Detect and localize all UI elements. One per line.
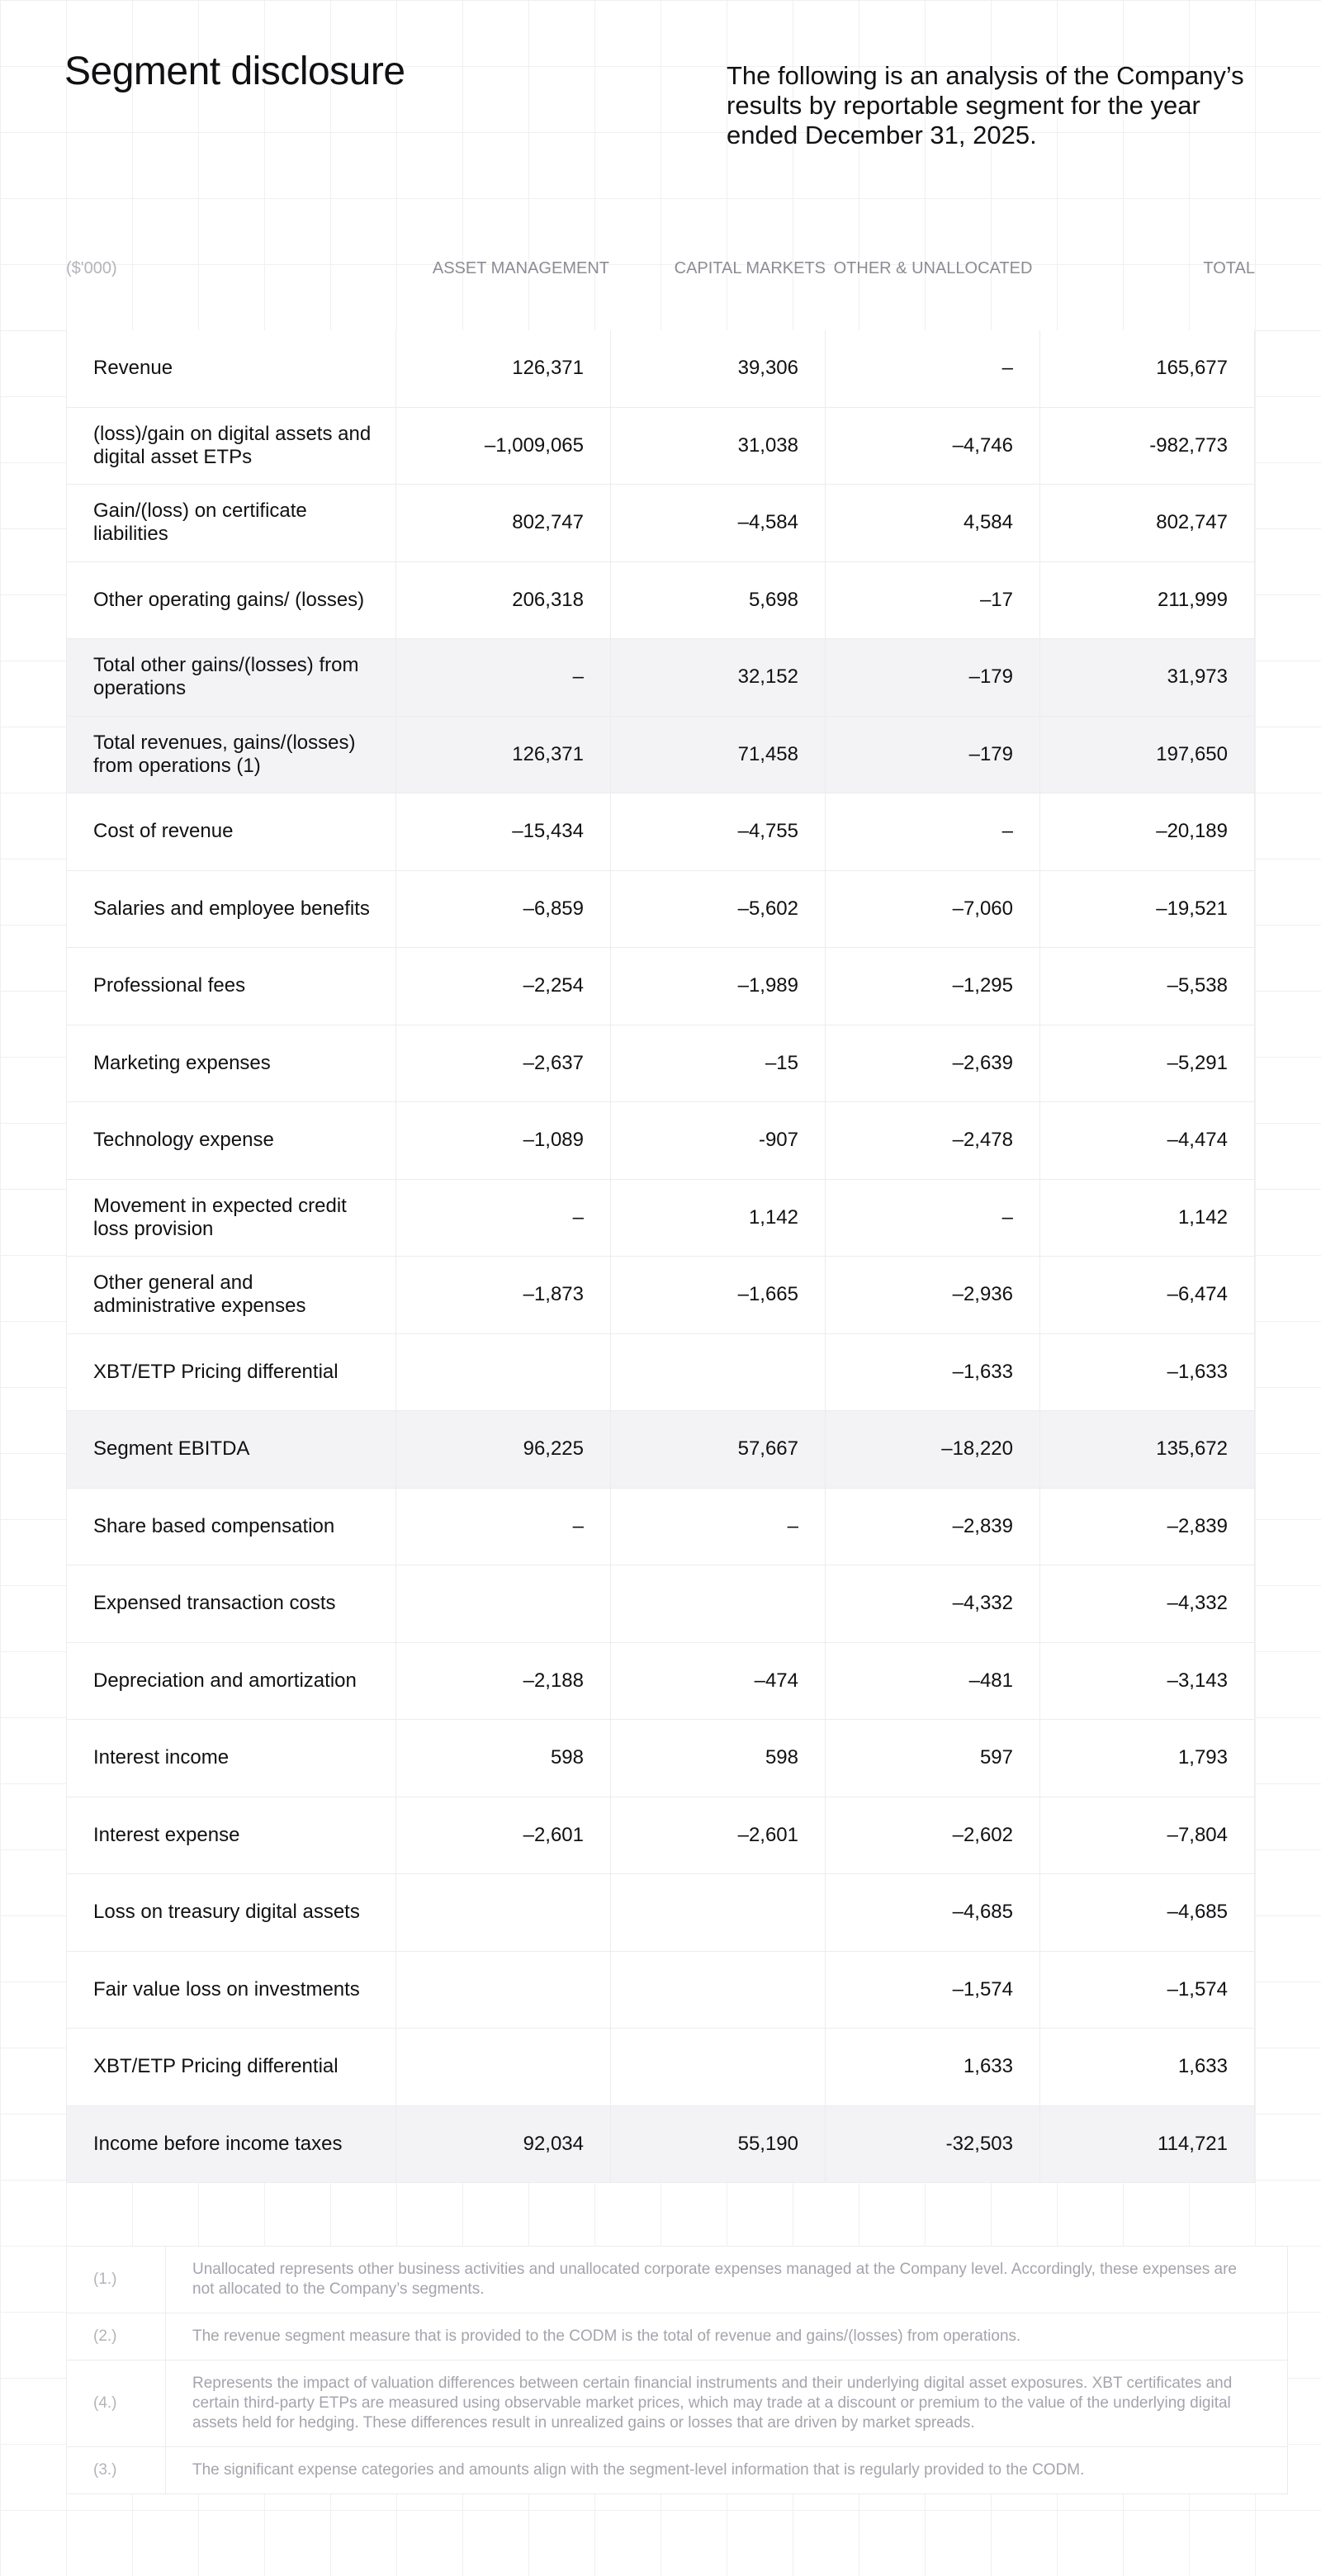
table-row	[66, 562, 1255, 640]
total-value: –5,291	[1040, 1025, 1255, 1102]
capital-markets-value: –15	[611, 1025, 826, 1102]
table-row	[66, 485, 1255, 562]
asset-management-value: 206,318	[396, 562, 611, 639]
asset-management-value: –6,859	[396, 871, 611, 948]
row-label: Depreciation and amortization	[66, 1643, 396, 1720]
row-label: Total other gains/(losses) from operations	[66, 639, 396, 716]
asset-management-value: –	[396, 1489, 611, 1565]
table-row	[66, 1874, 1255, 1952]
capital-markets-value: –	[611, 1489, 826, 1565]
capital-markets-value: 1,142	[611, 1180, 826, 1257]
row-label: Marketing expenses	[66, 1025, 396, 1102]
other-unallocated-value: –2,936	[826, 1257, 1040, 1333]
row-label: Expensed transaction costs	[66, 1565, 396, 1642]
row-label: XBT/ETP Pricing differential	[66, 2029, 396, 2105]
capital-markets-value: –4,755	[611, 793, 826, 870]
asset-management-value: –	[396, 639, 611, 716]
total-value: –1,574	[1040, 1952, 1255, 2029]
footnote	[66, 2247, 1288, 2313]
row-label: Total revenues, gains/(losses) from operations (1)	[66, 717, 396, 793]
table-row	[66, 1102, 1255, 1180]
row-label: Income before income taxes	[66, 2106, 396, 2183]
capital-markets-value: 71,458	[611, 717, 826, 793]
row-label: Interest income	[66, 1720, 396, 1797]
unit-label: ($'000)	[66, 259, 117, 277]
other-unallocated-value: –2,478	[826, 1102, 1040, 1179]
other-unallocated-value: –17	[826, 562, 1040, 639]
column-header-capital-markets: CAPITAL MARKETS	[674, 259, 826, 277]
row-label: Cost of revenue	[66, 793, 396, 870]
total-value: –4,474	[1040, 1102, 1255, 1179]
column-header-other-unallocated: OTHER & UNALLOCATED	[833, 259, 1033, 277]
footnote	[66, 2313, 1288, 2361]
total-value: –1,633	[1040, 1334, 1255, 1411]
other-unallocated-value: –4,746	[826, 408, 1040, 485]
table-row	[66, 1257, 1255, 1334]
capital-markets-value	[611, 2029, 826, 2105]
footnote-number: (2.)	[67, 2313, 166, 2360]
total-value: -982,773	[1040, 408, 1255, 485]
table-row	[66, 1797, 1255, 1875]
other-unallocated-value: –7,060	[826, 871, 1040, 948]
asset-management-value: –1,089	[396, 1102, 611, 1179]
table-row	[66, 717, 1255, 794]
capital-markets-value: –1,665	[611, 1257, 826, 1333]
total-value: 211,999	[1040, 562, 1255, 639]
row-label: Fair value loss on investments	[66, 1952, 396, 2029]
footnote-text: Represents the impact of valuation differences between certain financial instruments and their underlying digital asset exposures. XBT certificates and certain third-party ETPs are measured using observable market prices, which may trade at a discount or premium to the value of the underlying digital assets held for hedging. These differences result in unrealized gains or losses that are driven by market spreads.	[192, 2375, 1233, 2432]
total-value: –4,685	[1040, 1874, 1255, 1951]
total-value: –3,143	[1040, 1643, 1255, 1720]
intro-text: The following is an analysis of the Company’s results by reportable segment for the year ended December 31, 2025.	[727, 61, 1244, 149]
total-value: –7,804	[1040, 1797, 1255, 1874]
asset-management-value: 598	[396, 1720, 611, 1797]
total-value: 1,142	[1040, 1180, 1255, 1257]
table-row	[66, 1411, 1255, 1489]
capital-markets-value: –1,989	[611, 948, 826, 1025]
capital-markets-value: 31,038	[611, 408, 826, 485]
total-value: –4,332	[1040, 1565, 1255, 1642]
capital-markets-value: -907	[611, 1102, 826, 1179]
footnote	[66, 2447, 1288, 2494]
asset-management-value	[396, 1874, 611, 1951]
asset-management-value: –15,434	[396, 793, 611, 870]
asset-management-value	[396, 1952, 611, 2029]
other-unallocated-value: –	[826, 1180, 1040, 1257]
total-value: 1,793	[1040, 1720, 1255, 1797]
asset-management-value	[396, 1334, 611, 1411]
total-value: 114,721	[1040, 2106, 1255, 2183]
asset-management-value: 802,747	[396, 485, 611, 561]
column-header-total: TOTAL	[1203, 259, 1255, 277]
other-unallocated-value: –18,220	[826, 1411, 1040, 1488]
row-label: Share based compensation	[66, 1489, 396, 1565]
other-unallocated-value: –	[826, 793, 1040, 870]
row-label: Loss on treasury digital assets	[66, 1874, 396, 1951]
capital-markets-value: –474	[611, 1643, 826, 1720]
table-row	[66, 639, 1255, 717]
table-row	[66, 1565, 1255, 1643]
other-unallocated-value: –1,633	[826, 1334, 1040, 1411]
asset-management-value: –2,601	[396, 1797, 611, 1874]
table-row	[66, 1489, 1255, 1566]
other-unallocated-value: –4,685	[826, 1874, 1040, 1951]
page-title: Segment disclosure	[64, 50, 405, 93]
footnote-text: The significant expense categories and amounts align with the segment-level information that is regularly provided to the CODM.	[192, 2461, 1085, 2479]
capital-markets-value: 32,152	[611, 639, 826, 716]
capital-markets-value: 57,667	[611, 1411, 826, 1488]
table-row	[66, 330, 1255, 408]
table-header	[66, 248, 1255, 289]
other-unallocated-value: –481	[826, 1643, 1040, 1720]
capital-markets-value	[611, 1334, 826, 1411]
other-unallocated-value: –1,574	[826, 1952, 1040, 2029]
footnote-number: (1.)	[67, 2247, 166, 2313]
row-label: Gain/(loss) on certificate liabilities	[66, 485, 396, 561]
asset-management-value: 92,034	[396, 2106, 611, 2183]
capital-markets-value: –4,584	[611, 485, 826, 561]
other-unallocated-value: –179	[826, 639, 1040, 716]
row-label: Segment EBITDA	[66, 1411, 396, 1488]
asset-management-value	[396, 2029, 611, 2105]
segment-table	[66, 330, 1255, 2183]
row-label: Interest expense	[66, 1797, 396, 1874]
other-unallocated-value: –2,839	[826, 1489, 1040, 1565]
row-label: Other operating gains/ (losses)	[66, 562, 396, 639]
other-unallocated-value: –2,639	[826, 1025, 1040, 1102]
row-label: Salaries and employee benefits	[66, 871, 396, 948]
total-value: 31,973	[1040, 639, 1255, 716]
row-label: Professional fees	[66, 948, 396, 1025]
row-label: Revenue	[66, 330, 396, 407]
other-unallocated-value: -32,503	[826, 2106, 1040, 2183]
capital-markets-value	[611, 1952, 826, 2029]
footnote-number: (4.)	[67, 2361, 166, 2446]
asset-management-value: 126,371	[396, 330, 611, 407]
other-unallocated-value: –2,602	[826, 1797, 1040, 1874]
asset-management-value: 96,225	[396, 1411, 611, 1488]
total-value: 802,747	[1040, 485, 1255, 561]
table-row	[66, 2029, 1255, 2106]
other-unallocated-value: –	[826, 330, 1040, 407]
footnote-number: (3.)	[67, 2447, 166, 2493]
table-row	[66, 408, 1255, 485]
other-unallocated-value: –179	[826, 717, 1040, 793]
capital-markets-value: 5,698	[611, 562, 826, 639]
row-label: XBT/ETP Pricing differential	[66, 1334, 396, 1411]
total-value: –5,538	[1040, 948, 1255, 1025]
table-row	[66, 948, 1255, 1025]
total-value: 135,672	[1040, 1411, 1255, 1488]
row-label: Technology expense	[66, 1102, 396, 1179]
footnotes	[66, 2246, 1288, 2494]
asset-management-value: –1,009,065	[396, 408, 611, 485]
table-row	[66, 793, 1255, 871]
table-row	[66, 1025, 1255, 1103]
table-row	[66, 1952, 1255, 2029]
total-value: –6,474	[1040, 1257, 1255, 1333]
table-row	[66, 871, 1255, 949]
total-value: –20,189	[1040, 793, 1255, 870]
row-label: Movement in expected credit loss provision	[66, 1180, 396, 1257]
asset-management-value: –2,637	[396, 1025, 611, 1102]
footnote	[66, 2361, 1288, 2447]
table-row	[66, 1720, 1255, 1797]
capital-markets-value: 39,306	[611, 330, 826, 407]
table-row	[66, 2106, 1255, 2184]
row-label: Other general and administrative expenses	[66, 1257, 396, 1333]
table-row	[66, 1180, 1255, 1257]
asset-management-value: –2,254	[396, 948, 611, 1025]
asset-management-value	[396, 1565, 611, 1642]
capital-markets-value: –2,601	[611, 1797, 826, 1874]
total-value: –19,521	[1040, 871, 1255, 948]
other-unallocated-value: 4,584	[826, 485, 1040, 561]
capital-markets-value: 598	[611, 1720, 826, 1797]
table-row	[66, 1643, 1255, 1721]
capital-markets-value	[611, 1565, 826, 1642]
total-value: 1,633	[1040, 2029, 1255, 2105]
capital-markets-value: –5,602	[611, 871, 826, 948]
footnote-text: The revenue segment measure that is provided to the CODM is the total of revenue and gains/(losses) from operations.	[192, 2327, 1021, 2345]
other-unallocated-value: 597	[826, 1720, 1040, 1797]
other-unallocated-value: –4,332	[826, 1565, 1040, 1642]
asset-management-value: 126,371	[396, 717, 611, 793]
other-unallocated-value: –1,295	[826, 948, 1040, 1025]
capital-markets-value: 55,190	[611, 2106, 826, 2183]
footnote-text: Unallocated represents other business activities and unallocated corporate expenses managed at the Company level. Accordingly, these expenses are not allocated to the Company’s segments.	[192, 2261, 1237, 2298]
other-unallocated-value: 1,633	[826, 2029, 1040, 2105]
table-row	[66, 1334, 1255, 1412]
total-value: 197,650	[1040, 717, 1255, 793]
capital-markets-value	[611, 1874, 826, 1951]
total-value: –2,839	[1040, 1489, 1255, 1565]
total-value: 165,677	[1040, 330, 1255, 407]
asset-management-value: –2,188	[396, 1643, 611, 1720]
column-header-asset-management: ASSET MANAGEMENT	[432, 259, 609, 277]
asset-management-value: –	[396, 1180, 611, 1257]
asset-management-value: –1,873	[396, 1257, 611, 1333]
row-label: (loss)/gain on digital assets and digital asset ETPs	[66, 408, 396, 485]
